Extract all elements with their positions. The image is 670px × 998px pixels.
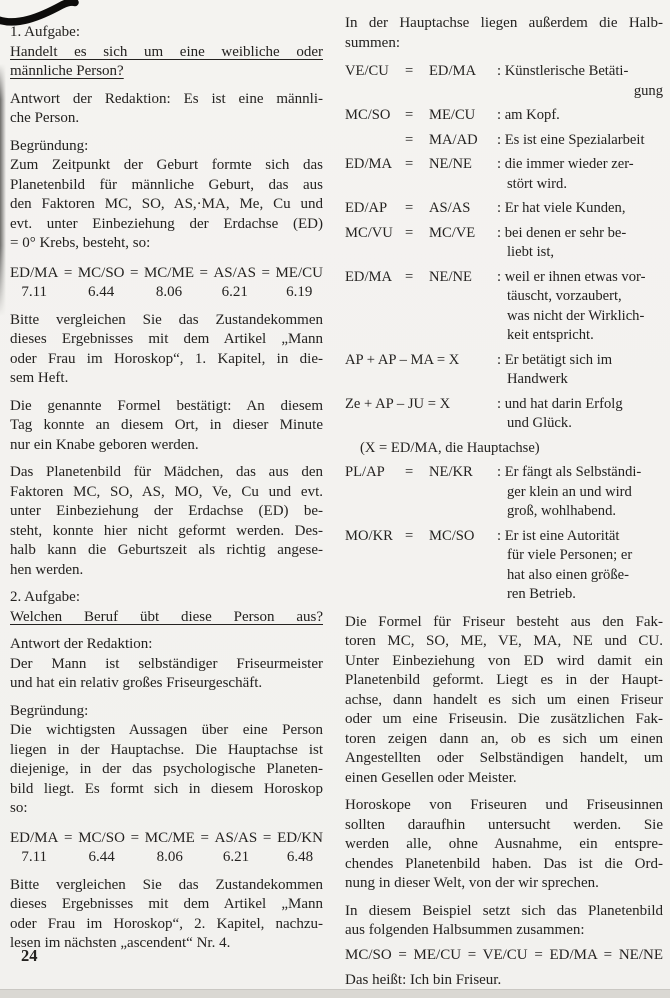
page-columns	[10, 14, 663, 991]
text-line: Horoskope von Friseuren und Friseusinnen	[345, 797, 663, 813]
paragraph	[345, 613, 663, 789]
halfsum-row	[345, 131, 663, 151]
halfsum-desc-line: : bei denen er sehr be-	[497, 224, 627, 241]
halfsum-desc-line: : und hat darin Erfolg	[497, 395, 623, 412]
halfsum-factor-left: VE/CU	[345, 63, 389, 79]
halfsum-description	[497, 224, 663, 263]
text-line: Bitte vergleichen Sie das Zustandekommen	[10, 311, 323, 328]
halfsum-factor-left: ED/MA	[345, 268, 393, 285]
formula-value-spacer	[64, 848, 72, 868]
formula-value: 6.44	[88, 284, 115, 300]
formula-value: 7.11	[21, 849, 48, 865]
text-line: Zum Zeitpunkt der Geburt formte sich das	[10, 157, 323, 173]
halfsum-equation	[345, 155, 497, 194]
text-line: und hat ein relativ großes Friseurgeschäft.	[10, 675, 263, 691]
text-line: oder Frau im Horoskop“, 1. Kapitel, in die-	[10, 350, 323, 367]
halfsum-desc-line: ren Betrieb.	[507, 586, 576, 602]
halfsum-equation	[345, 199, 497, 219]
formula-equals	[199, 264, 207, 303]
formula-value-spacer	[130, 283, 138, 303]
halfsum-desc-line: : Es ist eine Spezialarbeit	[497, 131, 645, 148]
halfsum-factor-left: ED/AP	[345, 200, 388, 216]
halfsum-note: (X = ED/MA, die Hauptachse)	[360, 439, 540, 456]
halfsum-factor-right: ME/CU	[429, 107, 476, 123]
text-line: lesen im nächsten „ascendent“ Nr. 4.	[10, 935, 231, 951]
scan-artifact-bottom-strip	[0, 989, 670, 998]
halfsum-desc-line: gung	[633, 82, 663, 99]
formula-value: 8.06	[155, 284, 183, 300]
formula-term-cell	[144, 264, 194, 303]
page-number: 24	[21, 946, 38, 965]
halfsum-desc-line: keit entspricht.	[507, 327, 594, 343]
halfsum-desc-line: : die immer wieder zer-	[497, 156, 634, 172]
equals-sign: =	[262, 829, 272, 846]
text-line: 1. Aufgabe:	[10, 24, 80, 40]
paragraph	[10, 397, 323, 456]
text-line: sollten daraufhin untersucht werden. Sie	[345, 816, 663, 833]
halfsum-desc-line: groß, wohlhabend.	[507, 503, 617, 519]
halfsum-desc-line: : weil er ihnen etwas vor-	[497, 268, 646, 285]
text-line: summen:	[345, 34, 400, 51]
equals-sign: =	[405, 224, 414, 241]
halfsum-expression: AP + AP – MA = X	[345, 351, 460, 368]
halfsum-desc-line: : Er hat viele Kunden,	[497, 200, 626, 216]
text-line: unter Einbeziehung der Erdachse (ED) be-	[10, 503, 323, 519]
text-line: sem Heft.	[10, 370, 69, 386]
equals-sign: =	[405, 107, 414, 123]
halfsum-equation	[345, 463, 497, 522]
question-heading	[10, 608, 323, 628]
halfsum-equation	[345, 106, 497, 126]
formula-line-text: MC/SO = ME/CU = VE/CU = ED/MA = NE/NE	[345, 946, 663, 963]
halfsum-description	[497, 463, 663, 522]
halfsum-factor-right: NE/KR	[429, 464, 473, 480]
planet-formula	[10, 829, 323, 868]
paragraph	[10, 463, 323, 580]
text-line: steht, konnte hier nicht geformt werden. Des-	[10, 522, 323, 539]
halfsum-equation	[345, 527, 497, 605]
text-line: Das Planetenbild für Mädchen, das aus den	[10, 464, 323, 480]
formula-value-spacer	[263, 848, 271, 868]
formula-term: ED/KN	[277, 829, 323, 846]
halfsum-equation	[345, 268, 497, 346]
paragraph	[345, 796, 663, 894]
question-heading	[10, 43, 323, 82]
halfsum-row	[345, 527, 663, 605]
halfsum-factor-left: ED/MA	[345, 156, 393, 172]
formula-value: 6.44	[88, 849, 115, 865]
halfsum-factor-left: MO/KR	[345, 527, 393, 544]
text-line: Antwort der Redaktion:	[10, 636, 153, 652]
formula-value: 6.21	[222, 849, 250, 865]
text-line: Antwort der Redaktion: Es ist eine männli-	[10, 90, 323, 107]
halfsum-description	[497, 268, 663, 346]
text-line: Unter Einbeziehung von ED wird damit ein	[345, 652, 663, 669]
text-line: che Person.	[10, 110, 80, 126]
scan-artifact-edge-shadow	[0, 64, 6, 316]
text-line: In der Hauptachse liegen außerdem die Halb-	[345, 15, 663, 31]
paragraph	[345, 14, 663, 53]
equals-sign: =	[405, 63, 414, 79]
formula-equals	[64, 829, 72, 868]
text-line: aus folgenden Halbsummen zusammen:	[345, 922, 585, 938]
halfsum-desc-line: : am Kopf.	[497, 107, 560, 123]
halfsum-desc-line: Handwerk	[507, 371, 568, 387]
formula-equals	[263, 829, 271, 868]
halfsum-desc-line: für viele Personen; er	[507, 547, 633, 563]
text-line: oder um eine Friseusin. Die zusätzlichen Fak-	[345, 711, 663, 727]
formula-term: MC/ME	[143, 264, 194, 281]
halfsum-factor-right: NE/NE	[429, 268, 472, 285]
text-line: In diesem Beispiel setzt sich das Planetenbild	[345, 902, 663, 919]
halfsum-description	[497, 199, 663, 219]
text-line: Angestellten oder Selbständigen handelt, um	[345, 750, 663, 766]
halfsum-factor-right: MA/AD	[429, 131, 478, 148]
equals-sign: =	[405, 268, 414, 285]
formula-term-cell	[213, 264, 256, 303]
text-line: Planetenbild geformt. Liegt es in der Haupt-	[345, 672, 663, 688]
halfsum-row	[345, 439, 663, 459]
formula-equals	[131, 829, 139, 868]
formula-value-spacer	[201, 848, 209, 868]
paragraph	[10, 655, 323, 694]
text-line: chendes Planetenbild haben. Das ist die Ord-	[345, 855, 663, 872]
halfsum-factor-right: MC/VE	[429, 224, 476, 241]
formula-term: ED/MA	[10, 264, 59, 281]
formula-term: ME/CU	[275, 264, 323, 281]
halfsum-desc-line: liebt ist,	[507, 244, 555, 260]
halfsum-description	[497, 527, 663, 605]
formula-row	[10, 264, 323, 303]
text-line: so:	[10, 800, 28, 816]
text-line: dieses Ergebnisses mit dem Artikel „Mann	[10, 896, 323, 912]
halfsum-desc-line: und Glück.	[507, 415, 572, 431]
formula-term: AS/AS	[213, 264, 256, 281]
halfsum-description	[497, 106, 663, 126]
text-line: Der Mann ist selbständiger Friseurmeister	[10, 655, 323, 672]
halfsum-description	[497, 155, 663, 194]
paragraph	[10, 876, 323, 954]
equals-sign: =	[63, 264, 73, 281]
formula-term-cell	[78, 264, 125, 303]
halfsum-equation	[345, 224, 497, 263]
equals-sign: =	[405, 464, 414, 480]
halfsum-factor-right: AS/AS	[429, 200, 471, 216]
formula-value: 7.11	[21, 284, 48, 300]
halfsum-desc-line: hat also einen größe-	[507, 566, 629, 583]
formula-row	[10, 829, 323, 868]
formula-term: ED/MA	[10, 829, 59, 846]
equals-sign: =	[261, 264, 270, 281]
text-line: männliche Person?	[10, 63, 124, 79]
halfsum-desc-line: ger klein an und wird	[507, 483, 632, 500]
paragraph	[10, 311, 323, 389]
halfsum-desc-line: täuscht, vorzaubert,	[507, 288, 622, 304]
formula-value-spacer	[199, 283, 207, 303]
text-line: den Faktoren MC, SO, AS,·MA, Me, Cu und	[10, 196, 323, 212]
formula-term-cell	[275, 264, 323, 303]
text-line: diejenige, in der das psychologische Planeten-	[10, 761, 323, 777]
text-line: Tag konnte an diesem Ort, in dieser Minute	[10, 417, 323, 433]
paragraph	[10, 721, 323, 819]
text-line: Das heißt: Ich bin Friseur.	[345, 972, 502, 988]
text-line: nung in dieser Welt, von der wir sprechen.	[345, 875, 599, 891]
right-column	[345, 14, 663, 991]
halfsum-desc-line: : Er fängt als Selbständi-	[497, 464, 642, 480]
formula-term-cell	[277, 829, 323, 868]
formula-value: 6.19	[286, 284, 313, 300]
halfsum-row	[345, 268, 663, 346]
halfsum-equation	[345, 62, 497, 101]
text-line: Bitte vergleichen Sie das Zustandekommen	[10, 876, 323, 893]
equals-sign: =	[405, 527, 414, 544]
equals-sign: =	[405, 156, 414, 172]
equals-sign: =	[405, 131, 414, 148]
text-line: toren MC, SO, ME, VE, MA, NE und CU.	[345, 633, 663, 649]
planet-formula	[10, 264, 323, 303]
section-label	[10, 588, 323, 608]
text-line: achse, dann handelt es sich um einen Friseur	[345, 691, 663, 708]
halfsum-factor-right: MC/SO	[429, 527, 475, 544]
text-line: oder Frau im Horoskop“, 2. Kapitel, nachzu-	[10, 915, 323, 932]
section-label	[10, 702, 323, 722]
equals-sign: =	[199, 264, 208, 281]
formula-term-cell	[10, 264, 58, 303]
paragraph	[345, 902, 663, 941]
text-line: bild liegt. Es formt sich in diesem Horoskop	[10, 780, 323, 797]
halfsum-description	[497, 395, 663, 434]
halfsum-desc-line: stört wird.	[507, 175, 567, 192]
text-line: Die wichtigsten Aussagen über eine Person	[10, 722, 323, 738]
equals-sign: =	[64, 829, 73, 846]
formula-term-cell	[78, 829, 125, 868]
formula-value: 6.21	[221, 284, 248, 300]
halfsum-description	[497, 62, 663, 101]
equals-sign: =	[130, 264, 139, 281]
formula-value-spacer	[131, 848, 139, 868]
halfsum-description	[497, 131, 663, 151]
halfsum-expression: Ze + AP – JU = X	[345, 395, 451, 412]
halfsum-row	[345, 395, 663, 434]
formula-equals	[201, 829, 209, 868]
halfsum-row	[345, 351, 663, 390]
text-line: halb kann die Geburtszeit als richtig angese-	[10, 542, 323, 558]
halfsum-equation	[345, 351, 497, 390]
text-line: 2. Aufgabe:	[10, 589, 80, 605]
halfsum-factor-right: ED/MA	[429, 63, 477, 79]
formula-equals	[130, 264, 138, 303]
formula-value-spacer	[64, 283, 72, 303]
formula-term-cell	[215, 829, 258, 868]
formula-value: 6.48	[286, 849, 314, 865]
text-line: werden alle, ohne Ausnahme, ein entspre-	[345, 836, 663, 852]
halfsum-row	[345, 62, 663, 101]
halfsum-description	[497, 351, 663, 390]
halfsum-desc-line: : Er betätigt sich im	[497, 351, 613, 368]
section-label	[10, 23, 323, 43]
halfsum-row	[345, 155, 663, 194]
halfsum-equation	[345, 395, 497, 434]
text-line: Welchen Beruf übt diese Person aus?	[10, 608, 323, 625]
text-line: = 0° Krebs, besteht, so:	[10, 235, 151, 251]
equals-sign: =	[200, 829, 209, 846]
paragraph	[345, 971, 663, 991]
paragraph	[10, 156, 323, 254]
section-label	[10, 635, 323, 655]
formula-term: MC/SO	[77, 264, 125, 281]
halfsum-factor-left	[345, 131, 405, 151]
halfsum-list	[345, 62, 663, 605]
formula-term: MC/ME	[144, 829, 195, 846]
formula-value: 8.06	[156, 849, 183, 865]
halfsum-desc-line: was nicht der Wirklich-	[507, 307, 645, 324]
formula-equals	[261, 264, 269, 303]
text-line: Begründung:	[10, 702, 89, 719]
halfsum-factor-left: MC/SO	[345, 107, 391, 123]
formula-term: MC/SO	[78, 829, 125, 846]
text-line: liegen in der Hauptachse. Die Hauptachse ist	[10, 741, 323, 758]
halfsum-row	[345, 199, 663, 219]
text-line: Faktoren MC, SO, AS, MO, Ve, Cu und evt.	[10, 483, 323, 500]
halfsum-formula	[345, 946, 663, 966]
halfsum-row	[345, 463, 663, 522]
text-line: Die Formel für Friseur besteht aus den Fak-	[345, 613, 663, 630]
equals-sign: =	[405, 200, 414, 216]
text-line: toren zeigen dann an, ob es sich um einen	[345, 730, 663, 747]
halfsum-factor-right: NE/NE	[429, 156, 472, 172]
text-line: Begründung:	[10, 137, 89, 154]
halfsum-desc-line: : Er ist eine Autorität	[497, 527, 620, 544]
formula-term-cell	[145, 829, 195, 868]
halfsum-desc-line: : Künstlerische Betäti-	[497, 63, 629, 79]
text-line: hen werden.	[10, 561, 84, 578]
text-line: Die genannte Formel bestätigt: An diesem	[10, 397, 323, 414]
halfsum-row	[345, 106, 663, 126]
halfsum-row	[345, 224, 663, 263]
section-label	[10, 137, 323, 157]
halfsum-factor-left: MC/VU	[345, 224, 393, 241]
halfsum-equation	[345, 131, 497, 151]
formula-term: AS/AS	[214, 829, 258, 846]
text-line: Handelt es sich um eine weibliche oder	[10, 43, 323, 60]
halfsum-factor-left: PL/AP	[345, 464, 385, 480]
text-line: dieses Ergebnisses mit dem Artikel „Mann	[10, 331, 323, 347]
left-column	[10, 14, 323, 991]
formula-value-spacer	[261, 283, 269, 303]
formula-equals	[64, 264, 72, 303]
equals-sign: =	[130, 829, 140, 846]
text-line: Planetenbild für männliche Geburt, das aus	[10, 176, 323, 193]
text-line: evt. unter Einbeziehung der Erdachse (ED)	[10, 215, 323, 232]
text-line: einen Gesellen oder Meister.	[345, 769, 517, 786]
formula-term-cell	[10, 829, 58, 868]
text-line: nur ein Knabe geboren werden.	[10, 436, 199, 453]
paragraph	[10, 90, 323, 129]
